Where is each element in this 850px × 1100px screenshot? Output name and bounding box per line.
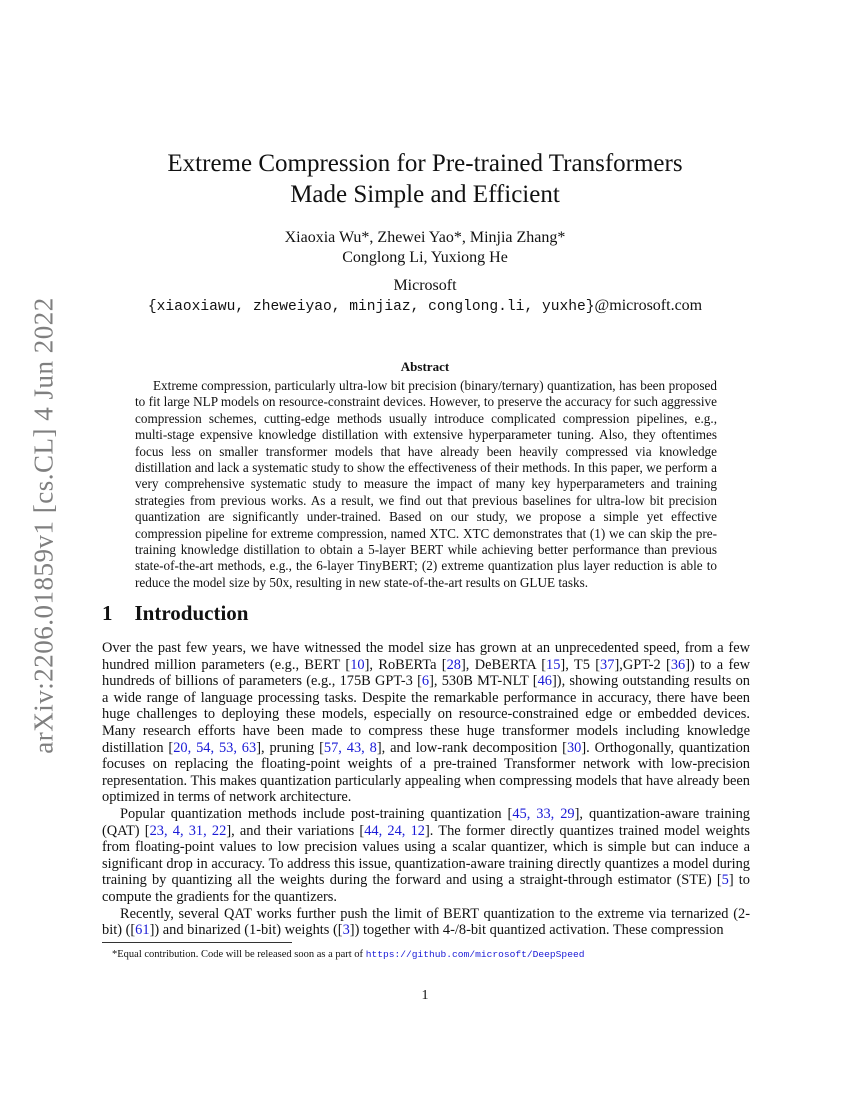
affiliation [0,276,850,317]
citation-link[interactable]: 45, 33, 29 [512,805,575,822]
email-domain: @microsoft.com [594,297,703,314]
section-title: Introduction [134,601,249,625]
footnote-text: *Equal contribution. Code will be released soon as a part of [112,949,366,960]
citation-link[interactable]: 61 [135,922,150,939]
title-line-1: Extreme Compression for Pre-trained Transformers [167,150,683,177]
text-run: Popular quantization methods include post-training quantization [ [120,805,513,822]
citation-link[interactable]: 5 [721,872,729,889]
citation-link[interactable]: 20, 54, 53, 63 [173,739,257,756]
citation-link[interactable]: 46 [537,673,552,690]
section-number: 1 [102,601,113,625]
citation-link[interactable]: 15 [546,656,561,673]
text-run: ]), showing outstanding results on a wide range of language processing tasks. Despite the remarkable performance in accuracy, there have been huge challenges to deploying these models, especially on resource-constrained edge or embedded devices. Many research efforts have been made to compress these huge transformer models including knowledge distillation [ [102,673,750,756]
text-run: ], pruning [ [256,739,324,756]
title-line-2: Made Simple and Efficient [290,181,560,208]
citation-link[interactable]: 10 [350,656,365,673]
text-run: ], DeBERTA [ [461,656,547,673]
abstract-heading: Abstract [400,359,450,374]
text-run: Over the past few years, we have witnessed the model size has grown at an unprecedented speed, from a few hundred million parameters (e.g., BERT [ [102,640,750,673]
text-run: ], quantization-aware training (QAT) [ [102,805,750,839]
paragraph-3 [102,906,750,939]
text-run: ], T5 [ [560,656,601,673]
text-run: ]) to a few hundreds of billions of parameters (e.g., 175B GPT-3 [ [102,656,751,690]
affiliation-name: Microsoft [393,277,457,294]
text-run: ]) together with 4-/8-bit quantized activation. These compression [349,922,724,939]
authors-line-1: Xiaoxia Wu*, Zhewei Yao*, Minjia Zhang* [284,229,566,246]
paragraph-1 [102,640,750,806]
citation-link[interactable]: 28 [446,656,461,673]
body-text [102,640,750,939]
section-heading [102,601,248,626]
text-run: Recently, several QAT works further push the limit of BERT quantization to the extreme via ternarized (2-bit) ([ [102,905,750,939]
citation-link[interactable]: 23, 4, 31, 22 [149,822,227,839]
citation-link[interactable]: 37 [600,656,615,673]
affiliation-emails [0,296,850,317]
text-run: ],GPT-2 [ [614,656,671,673]
citation-link[interactable]: 36 [670,656,686,673]
text-run: ], and low-rank decomposition [ [376,739,567,756]
citation-link[interactable]: 30 [566,739,582,756]
citation-link[interactable]: 6 [421,673,430,690]
footnote [112,948,584,961]
text-run: ]. Orthogonally, quantization focuses on replacing the floating-point weights of a pre-trained Transformer network with low-precision representation. This makes quantization particularly appealing when compressing models that have already been optimized in terms of network architecture. [102,739,750,806]
paper-title [0,148,850,210]
text-run: ]) and binarized (1-bit) weights ([ [149,922,343,939]
text-run: ] to compute the gradients for the quantizers. [102,872,750,905]
page-number: 1 [421,988,429,1003]
text-run: ], and their variations [ [226,822,365,839]
abstract-text: Extreme compression, particularly ultra-low bit precision (binary/ternary) quantization, has been proposed to fit large NLP models on resource-constraint devices. However, to preserve the accuracy for such aggressive compression schemes, cutting-edge methods usually introduce complicated compression pipelines, e.g., multi-stage expensive knowledge distillation with extensive hyperparameter tuning. Also, they oftentimes focus less on smaller transformer models that have already been heavily compressed via knowledge distillation and lack a systematic study to show the effectiveness of their methods. In this paper, we perform a very comprehensive systematic study to measure the impact of many key hyperparameters and training strategies from previous works. As a result, we find out that previous baselines for ultra-low bit precision quantization are significantly under-trained. Based on our study, we propose a simple yet effective compression pipeline for extreme compression, named XTC. XTC demonstrates that (1) we can skip the pre-training knowledge distillation to obtain a 5-layer BERT while achieving better performance than previous state-of-the-art methods, e.g., the 6-layer TinyBERT; (2) extreme quantization plus layer reduction is able to reduce the model size by 50x, resulting in new state-of-the-art results on GLUE tasks. [135,378,717,590]
footnote-url-link[interactable]: https://github.com/microsoft/DeepSpeed [365,949,585,960]
citation-link[interactable]: 44, 24, 12 [364,822,425,839]
text-run: ], 530B MT-NLT [ [429,673,538,690]
text-run: ], RoBERTa [ [364,656,447,673]
email-handles: {xiaoxiawu, zheweiyao, minjiaz, conglong.li, yuxhe} [147,299,595,315]
author-list [0,228,850,268]
text-run: ]. The former directly quantizes trained model weights from floating-point values to low precision values using a scalar quantizer, which is simple but can induce a significant drop in accuracy. To address this issue, quantization-aware training directly quantizes a model during training by quantizing all the weights during the forward and using a straight-through estimator (STE) [ [102,822,750,889]
authors-line-2: Conglong Li, Yuxiong He [342,249,508,266]
paragraph-2 [102,806,750,906]
footnote-rule [102,942,292,943]
citation-link[interactable]: 3 [342,922,350,939]
citation-link[interactable]: 57, 43, 8 [323,739,377,756]
arxiv-id-text: arXiv:2206.01859v1 [cs.CL] 4 Jun 2022 [28,296,59,754]
